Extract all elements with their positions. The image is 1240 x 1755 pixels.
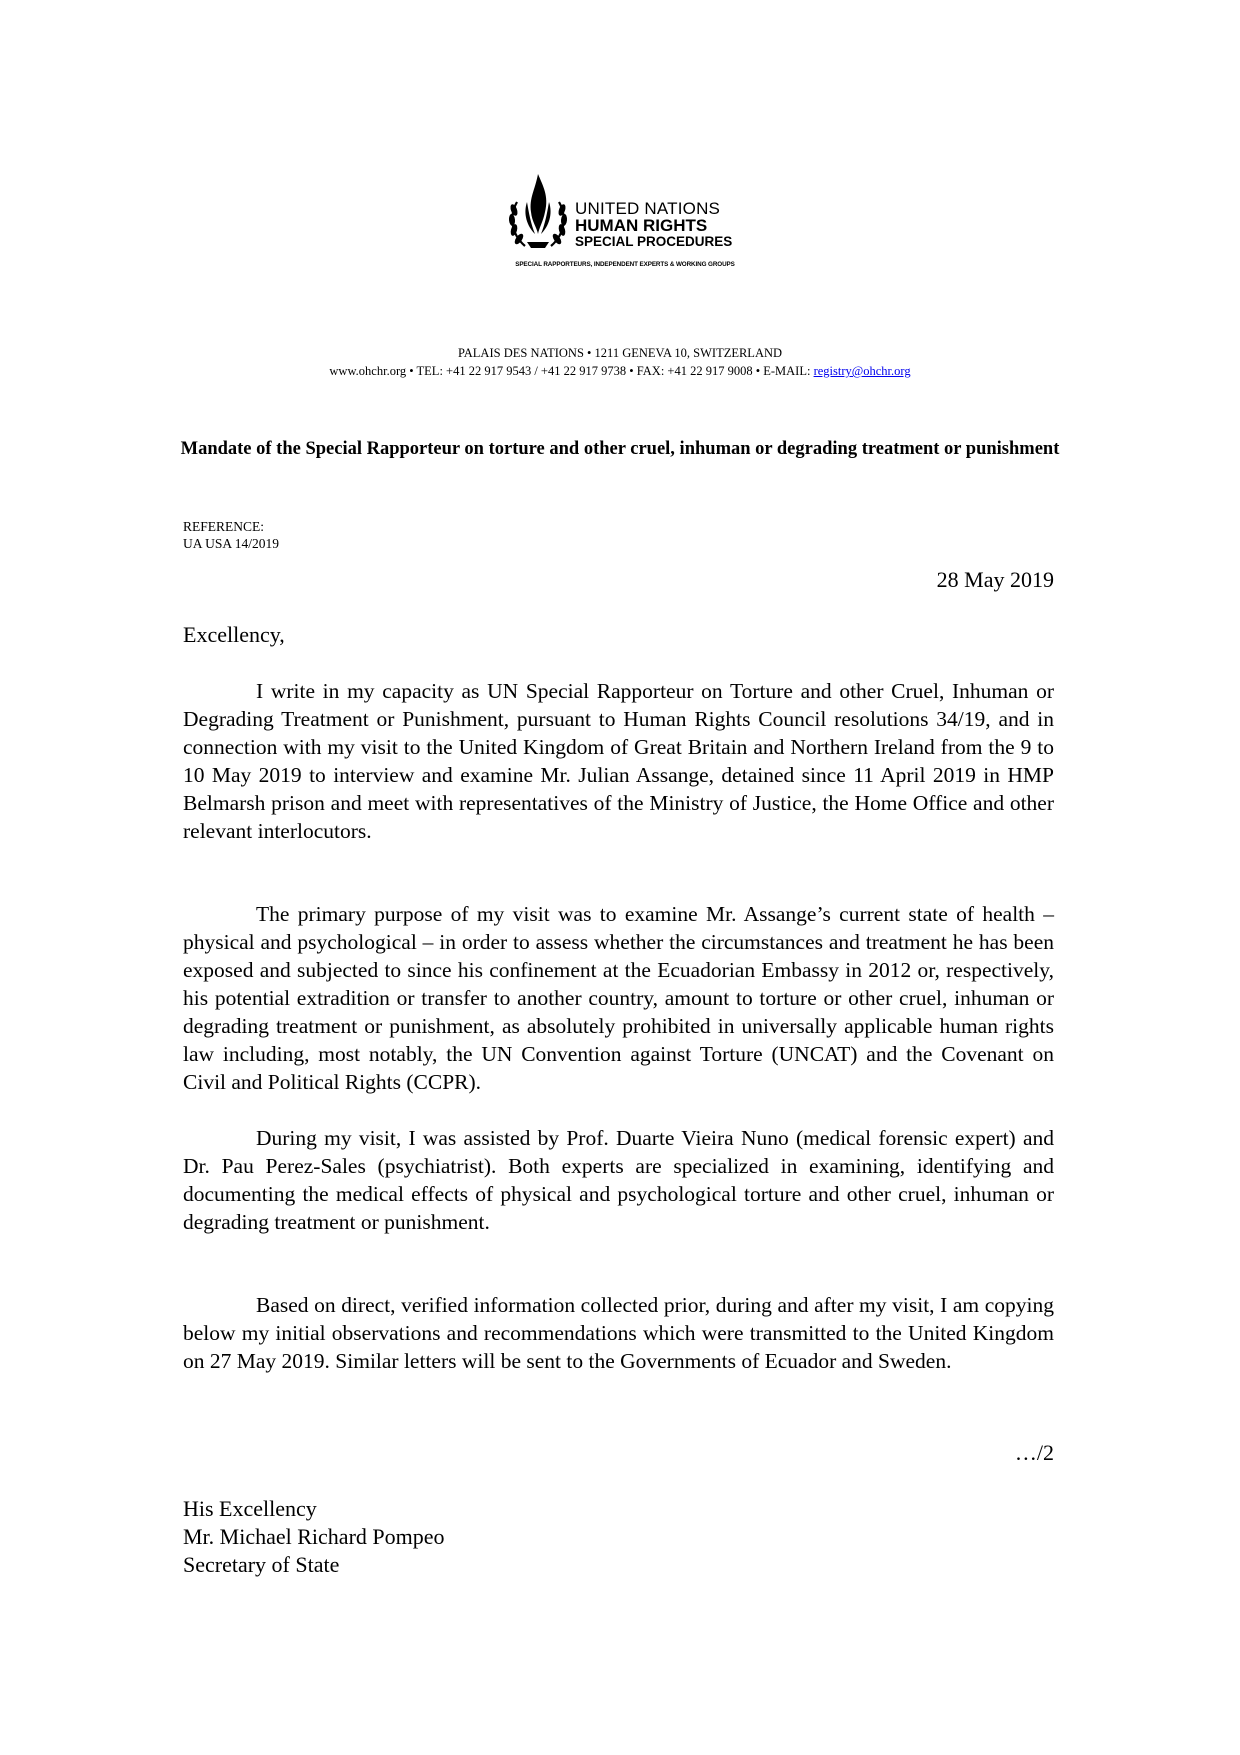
logo-line-special-procedures: SPECIAL PROCEDURES [575, 234, 733, 249]
addressee-title: His Excellency [183, 1496, 317, 1521]
addressee-name: Mr. Michael Richard Pompeo [183, 1524, 445, 1549]
paragraph-2: The primary purpose of my visit was to examine Mr. Assange’s current state of health – physical and psychological – in order to assess whether the circumstances and treatment he has been exposed and subjected to since his confinement at the Ecuadorian Embassy in 2012 or, respectively, his potential extradition or transfer to another country, amount to torture or other cruel, inhuman or degrading treatment or punishment, as absolutely prohibited in universally applicable human rights law including, most notably, the UN Convention against Torture (UNCAT) and the Covenant on Civil and Political Rights (CCPR). [183, 902, 1054, 1094]
logo-line-united-nations: UNITED NATIONS [575, 199, 721, 218]
logo-subline: SPECIAL RAPPORTEURS, INDEPENDENT EXPERTS & WORKING GROUPS [515, 261, 735, 268]
page-continuation-marker: …/2 [1014, 1440, 1054, 1465]
email-link[interactable]: registry@ohchr.org [813, 364, 911, 378]
un-human-rights-logo [505, 172, 745, 274]
paragraph-4: Based on direct, verified information collected prior, during and after my visit, I am copying below my initial observations and recommendations which were transmitted to the United Kingdom on 27 May 2019. Similar letters will be sent to the Governments of Ecuador and Sweden. [183, 1293, 1054, 1373]
contact-line [0, 362, 1240, 380]
mandate-heading: Mandate of the Special Rapporteur on torture and other cruel, inhuman or degrading treatment or punishment [180, 439, 1060, 459]
logo-text [575, 200, 732, 249]
reference-label: REFERENCE: [183, 519, 265, 534]
addressee-position: Secretary of State [183, 1552, 340, 1577]
logo-line-human-rights: HUMAN RIGHTS [575, 216, 708, 235]
paragraph-1: I write in my capacity as UN Special Rapporteur on Torture and other Cruel, Inhuman or Degrading Treatment or Punishment, pursuant to Human Rights Council resolutions 34/19, and in connection with my visit to the United Kingdom of Great Britain and Northern Ireland from the 9 to 10 May 2019 to interview and examine Mr. Julian Assange, detained since 11 April 2019 in HMP Belmarsh prison and meet with representatives of the Ministry of Justice, the Home Office and other relevant interlocutors. [183, 679, 1054, 843]
paragraph-3: During my visit, I was assisted by Prof. Duarte Vieira Nuno (medical forensic expert) and Dr. Pau Perez-Sales (psychiatrist). Both experts are specialized in examining, identifying and documenting the medical effects of physical and psychological torture and other cruel, inhuman or degrading treatment or punishment. [183, 1126, 1054, 1234]
address-line: PALAIS DES NATIONS • 1211 GENEVA 10, SWITZERLAND [457, 346, 783, 360]
reference-value: UA USA 14/2019 [183, 536, 280, 551]
letter-date: 28 May 2019 [936, 567, 1054, 592]
addressee-block [183, 1495, 445, 1579]
flame-wreath-icon [505, 172, 571, 254]
contact-details: www.ohchr.org • TEL: +41 22 917 9543 / +41 22 917 9738 • FAX: +41 22 917 9008 • E-MAIL: [329, 364, 814, 378]
reference-block [183, 518, 279, 552]
salutation: Excellency, [183, 622, 285, 647]
